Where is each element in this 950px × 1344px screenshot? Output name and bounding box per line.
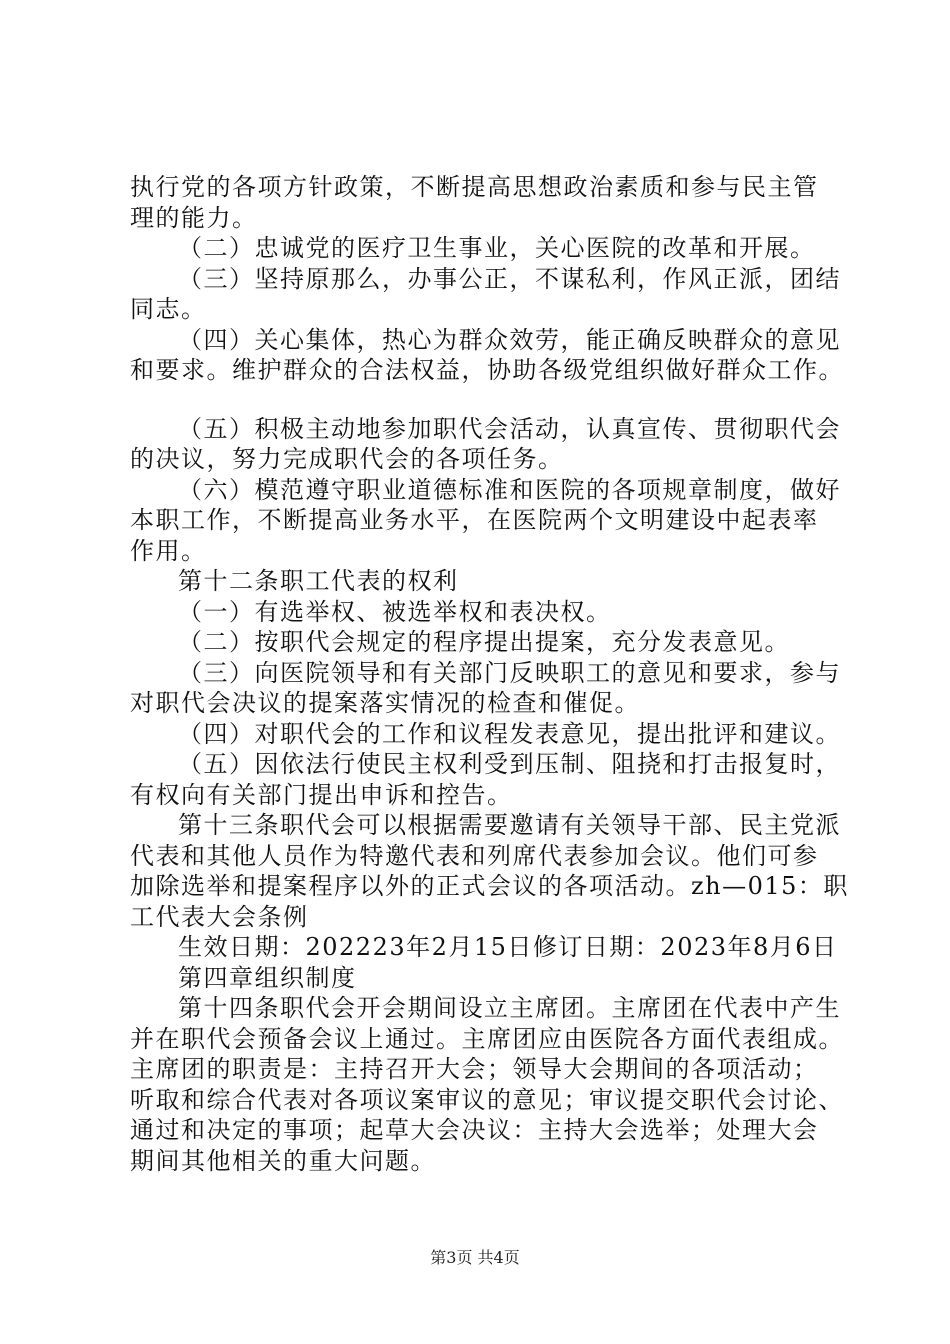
text-line: 第十四条职代会开会期间设立主席团。主席团在代表中产生: [178, 994, 841, 1022]
text-line: （三）向医院领导和有关部门反映职工的意见和要求，参与: [178, 658, 841, 687]
text-line: 第十三条职代会可以根据需要邀请有关领导干部、民主党派: [178, 811, 841, 839]
text-line: （一）有选举权、被选举权和表决权。: [178, 597, 612, 626]
text-line: 听取和综合代表对各项议案审议的意见；审议提交职代会讨论、: [130, 1085, 844, 1114]
text-line: 对职代会决议的提案落实情况的检查和催促。: [130, 689, 640, 717]
text-line: 生效日期：202223年2月15日修订日期：2023年8月6日: [178, 933, 838, 961]
page-number-label: 第3页 共4页: [430, 1248, 520, 1267]
text-line: 期间其他相关的重大问题。: [130, 1146, 436, 1175]
text-line: 通过和决定的事项；起草大会决议：主持大会选举；处理大会: [130, 1116, 819, 1144]
text-line: （二）忠诚党的医疗卫生事业，关心医院的改革和开展。: [178, 234, 816, 262]
text-line: （二）按职代会规定的程序提出提案，充分发表意见。: [178, 628, 790, 656]
page-footer: [0, 1245, 950, 1268]
text-line: 同志。: [130, 295, 207, 323]
text-line: 第十二条职工代表的权利: [178, 567, 459, 595]
text-line: 本职工作，不断提高业务水平，在医院两个文明建设中起表率: [130, 506, 819, 534]
text-line: 第四章组织制度: [178, 963, 357, 992]
text-line: （六）模范遵守职业道德标准和医院的各项规章制度，做好: [178, 475, 841, 504]
text-line: 执行党的各项方针政策，不断提高思想政治素质和参与民主管: [130, 173, 819, 201]
text-line: （五）因依法行使民主权利受到压制、阻挠和打击报复时，: [178, 750, 841, 778]
text-line: （三）坚持原那么，办事公正，不谋私利，作风正派，团结: [178, 264, 841, 293]
text-line: 的决议，努力完成职代会的各项任务。: [130, 445, 564, 473]
paragraph-spacer: [130, 386, 842, 414]
text-line: 有权向有关部门提出申诉和控告。: [130, 780, 513, 809]
document-body: [130, 172, 849, 1176]
text-line: 理的能力。: [130, 203, 258, 232]
text-line: 代表和其他人员作为特邀代表和列席代表参加会议。他们可参: [130, 841, 819, 870]
text-line: 作用。: [130, 536, 207, 565]
text-line: 并在职代会预备会议上通过。主席团应由医院各方面代表组成。: [130, 1024, 844, 1053]
text-line: 加除选举和提案程序以外的正式会议的各项活动。zh—015：职: [130, 872, 849, 900]
text-line: （四）对职代会的工作和议程发表意见，提出批评和建议。: [178, 719, 841, 748]
text-line: （五）积极主动地参加职代会活动，认真宣传、贯彻职代会: [178, 414, 841, 443]
text-line: 主席团的职责是：主持召开大会；领导大会期间的各项活动；: [130, 1055, 819, 1083]
text-line: 工代表大会条例: [130, 902, 309, 931]
text-line: 和要求。维护群众的合法权益，协助各级党组织做好群众工作。: [130, 356, 844, 384]
text-line: （四）关心集体，热心为群众效劳，能正确反映群众的意见: [178, 325, 841, 354]
